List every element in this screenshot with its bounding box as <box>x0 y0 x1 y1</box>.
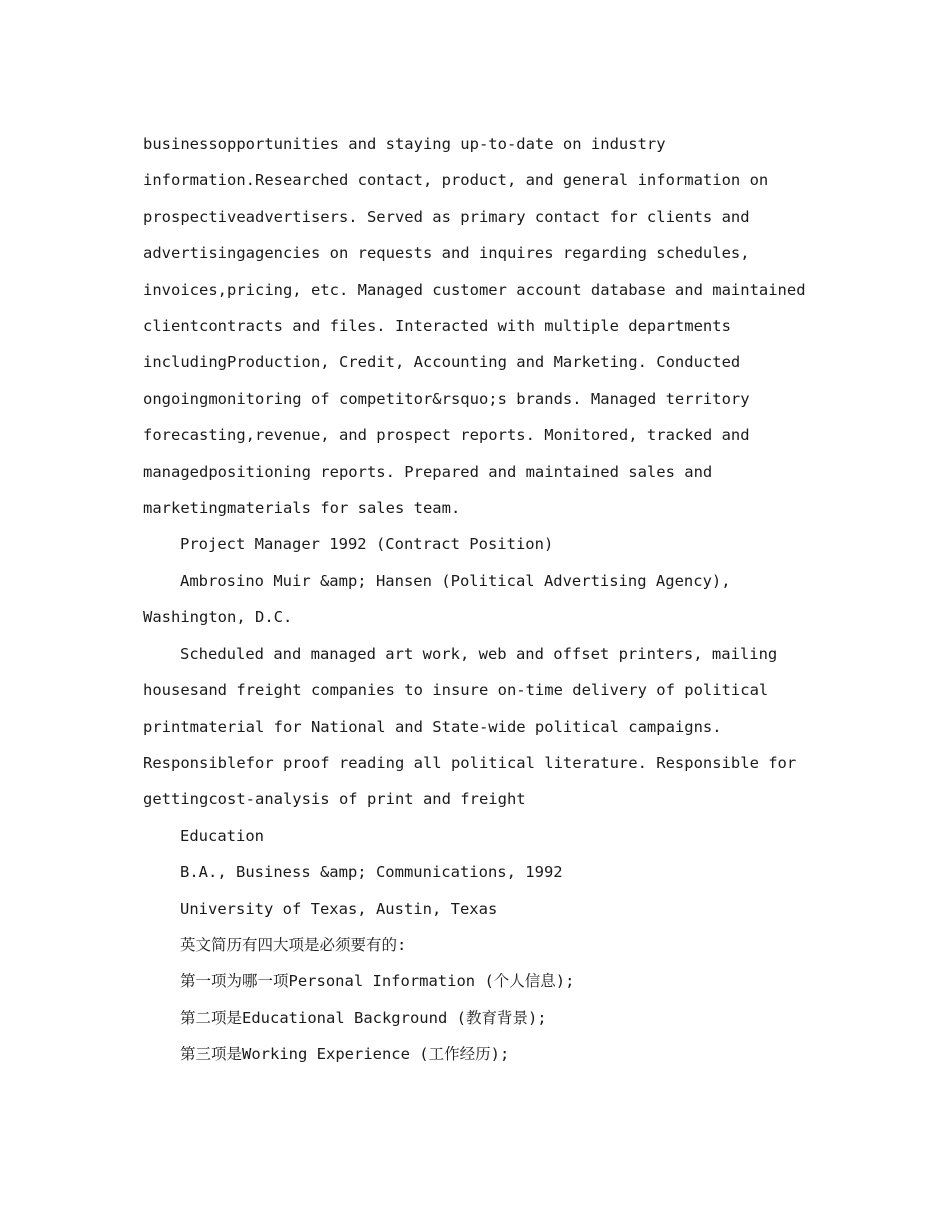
paragraph-degree <box>143 854 815 890</box>
text-line: invoices,pricing, etc. Managed customer account database and maintained <box>143 280 806 299</box>
paragraph-job-title <box>143 526 815 562</box>
text-line: Scheduled and managed art work, web and offset printers, mailing <box>180 644 778 663</box>
paragraph-item-1 <box>143 963 815 999</box>
text-line: managedpositioning reports. Prepared and maintained sales and <box>143 462 713 481</box>
document-body <box>143 126 815 1073</box>
text-line: ongoingmonitoring of competitor&rsquo;s brands. Managed territory <box>143 389 750 408</box>
paragraph-job-duties <box>143 126 815 526</box>
paragraph-item-2 <box>143 1000 815 1036</box>
text-line: forecasting,revenue, and prospect reports. Monitored, tracked and <box>143 426 750 445</box>
text-line: prospectiveadvertisers. Served as primary contact for clients and <box>143 207 750 226</box>
text-line: gettingcost-analysis of print and freight <box>143 790 526 809</box>
text-line: Education <box>180 826 264 845</box>
text-line: University of Texas, Austin, Texas <box>180 899 498 918</box>
heading-education <box>143 818 815 854</box>
text-line: 第一项为哪一项Personal Information (个人信息); <box>180 972 575 991</box>
text-line: Project Manager 1992 (Contract Position) <box>180 535 554 554</box>
paragraph-university <box>143 891 815 927</box>
text-line: information.Researched contact, product, and general information on <box>143 171 769 190</box>
text-line: businessopportunities and staying up-to-date on industry <box>143 135 666 153</box>
paragraph-employer <box>143 563 815 636</box>
text-line: Washington, D.C. <box>143 608 293 627</box>
paragraph-resume-intro <box>143 927 815 963</box>
text-line: printmaterial for National and State-wide political campaigns. <box>143 717 722 736</box>
text-line: B.A., Business &amp; Communications, 1992 <box>180 863 563 882</box>
text-line: marketingmaterials for sales team. <box>143 499 461 518</box>
text-line: includingProduction, Credit, Accounting and Marketing. Conducted <box>143 353 741 372</box>
paragraph-item-3 <box>143 1036 815 1072</box>
paragraph-job-description <box>143 636 815 818</box>
text-line: Responsiblefor proof reading all political literature. Responsible for <box>143 753 797 772</box>
text-line: 第三项是Working Experience (工作经历); <box>180 1045 510 1064</box>
text-line: advertisingagencies on requests and inquires regarding schedules, <box>143 244 750 263</box>
text-line: 第二项是Educational Background (教育背景); <box>180 1008 547 1027</box>
text-line: 英文简历有四大项是必须要有的: <box>180 935 407 954</box>
text-line: clientcontracts and files. Interacted with multiple departments <box>143 317 731 336</box>
text-line: Ambrosino Muir &amp; Hansen (Political Advertising Agency), <box>180 571 731 590</box>
text-line: housesand freight companies to insure on-time delivery of political <box>143 681 769 700</box>
